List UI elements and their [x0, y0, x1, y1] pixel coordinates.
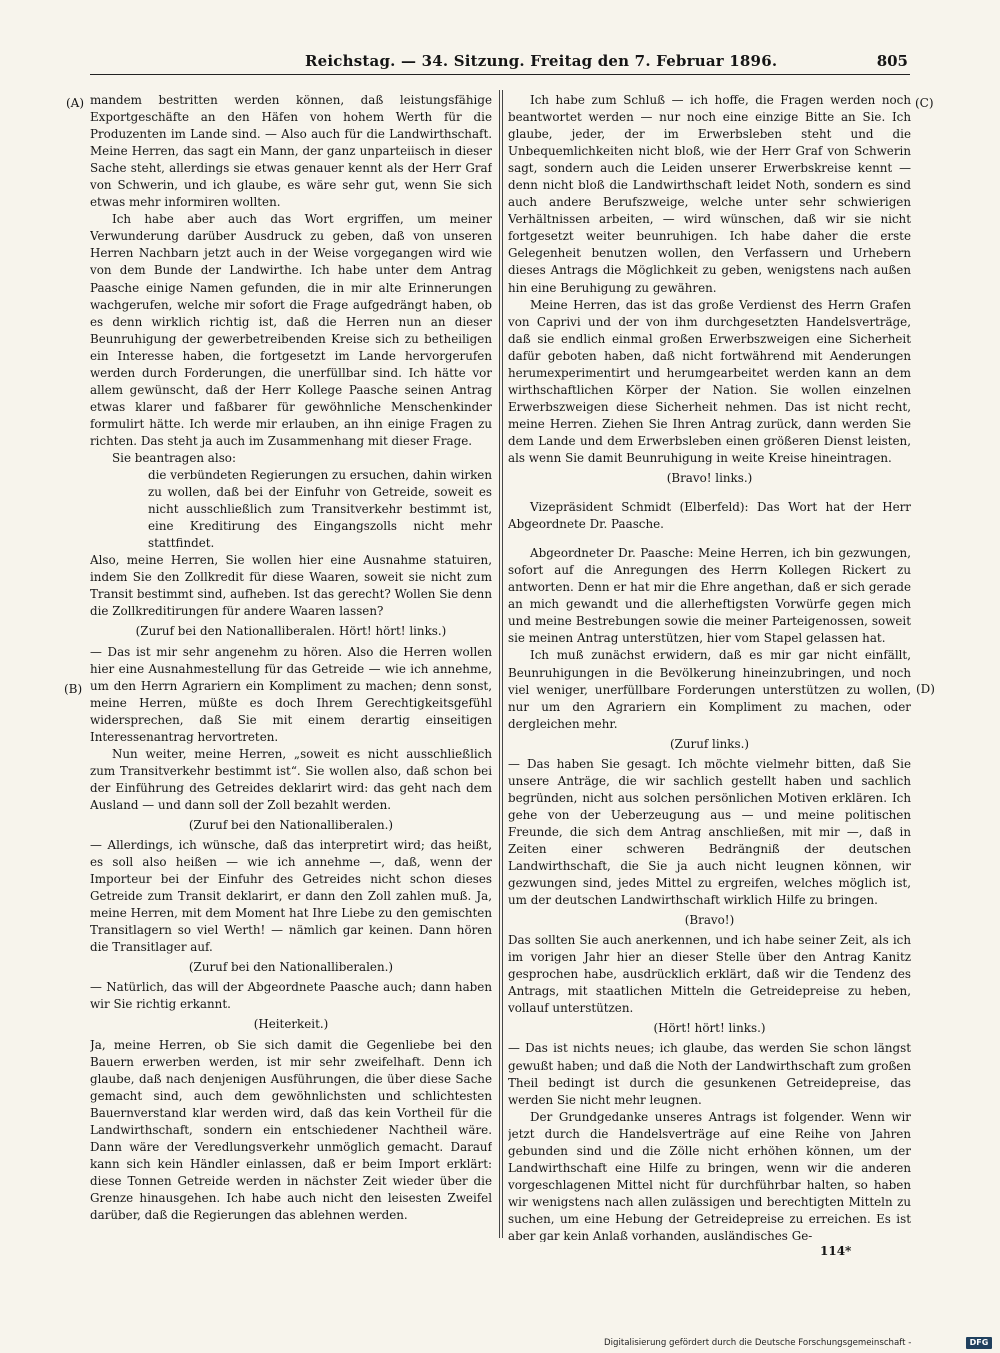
paragraph: Ich muß zunächst erwidern, daß es mir gar nicht einfällt, Beunruhigungen in die Bevölkerung hineinzubringen, und noch viel weniger, unerfüllbare Forderungen unterstützen zu wollen, nur um den Agrariern ein Kompliment zu machen, oder dergleichen mehr. — [508, 648, 911, 731]
page-number: 805 — [876, 52, 908, 70]
paragraph: Also, meine Herren, Sie wollen hier eine Ausnahme statuiren, indem Sie den Zollkredit für diese Waaren, soweit sie nicht zum Transit bestimmt sind, aufheben. Ist das gerecht? Wollen Sie denn die Zollkreditirungen für andere Waaren lassen? — [90, 553, 492, 619]
paragraph: die verbündeten Regierungen zu ersuchen, dahin wirken zu wollen, daß bei der Einfuhr von Getreide, soweit es nicht ausschließlich zum Transitverkehr bestimmt ist, eine Kreditirung des Eingangszolls nicht mehr stattfindet. — [148, 468, 492, 551]
paragraph: — Das ist mir sehr angenehm zu hören. Also die Herren wollen hier eine Ausnahmestellung für das Getreide — wie ich annehme, um den Herrn Agrariern ein Kompliment zu machen; denn sonst, meine Herren, müßte es doch Ihrem Gerechtigkeitsgefühl widersprechen, daß Sie mit einem derartig einseitigen Interessenantrag hervortreten. — [90, 644, 492, 744]
right-text-column — [508, 92, 911, 1242]
dfg-logo: DFG — [966, 1337, 992, 1349]
interjection: (Bravo!) — [684, 913, 735, 928]
margin-marker-c: (C) — [915, 96, 934, 110]
interjection: (Zuruf bei den Nationalliberalen. Hört! hört! links.) — [135, 624, 447, 639]
column-divider — [502, 90, 503, 1238]
paragraph: — Das haben Sie gesagt. Ich möchte vielmehr bitten, daß Sie unsere Anträge, die wir sachlich gestellt haben und sachlich begründen, nicht aus solchen persönlichen Motiven erklären. Ich gehe von der Ueberzeugung aus — und meine politischen Freunde, die sich dem Antrag anschließen, mit mir —, daß in Zeiten einer schweren Bedrängniß der deutschen Landwirthschaft, die Sie ja auch nicht leugnen können, wir gezwungen sind, jedes Mittel zu ergreifen, welches möglich ist, um der deutschen Landwirthschaft wirklich Hilfe zu bringen. — [508, 756, 911, 908]
paragraph: Ja, meine Herren, ob Sie sich damit die Gegenliebe bei den Bauern erwerben werden, ist mir sehr zweifelhaft. Denn ich glaube, daß nach denjenigen Ausführungen, die über diese Sache gemacht sind, auch dem gewöhnlichsten und schlichtesten Bauernverstand klar werden wird, daß das kein Vortheil für die Landwirthschaft, sondern ein entschiedener Nachtheil wäre. Dann wäre der Veredlungsverkehr unmöglich gemacht. Darauf kann sich kein Händler einlassen, daß er beim Import erklärt: diese Tonnen Getreide werden in nächster Zeit wieder über die Grenze hinausgehen. Ich habe auch nicht den leisesten Zweifel darüber, daß die Regierungen das ablehnen werden. — [90, 1037, 492, 1222]
paragraph: mandem bestritten werden können, daß leistungsfähige Exportgeschäfte an den Häfen von hohem Werth für die Produzenten im Lande sind. — Also auch für die Landwirthschaft. Meine Herren, das sagt ein Mann, der ganz unparteiisch in dieser Sache steht, allerdings sie etwas genauer kennt als der Herr Graf von Schwerin, und ich glaube, es wäre sehr gut, wenn Sie sich etwas mehr informiren wollten. — [90, 93, 492, 210]
interjection: (Zuruf links.) — [669, 736, 750, 751]
left-text-column — [90, 92, 492, 1242]
interjection: (Bravo! links.) — [666, 471, 753, 486]
margin-marker-b: (B) — [64, 682, 83, 696]
signature-mark: 114* — [820, 1244, 852, 1258]
page-header — [90, 50, 910, 75]
paragraph: Vizepräsident Schmidt (Elberfeld): Das Wort hat der Herr Abgeordnete Dr. Paasche. — [508, 500, 911, 532]
paragraph: Der Grundgedanke unseres Antrags ist folgender. Wenn wir jetzt durch die Handelsverträge auf eine Reihe von Jahren gebunden sind und die Zölle nicht erhöhen können, um der Landwirthschaft eine Hilfe zu bringen, wenn wir die anderen vorgeschlagenen Mittel nicht für durchführbar halten, so haben wir wenigstens nach allen zulässigen und berechtigten Mitteln zu suchen, um eine Hebung der Getreidepreise zu erreichen. Es ist aber gar kein Anlaß vorhanden, ausländisches Ge- — [508, 1109, 911, 1242]
digitization-credit: Digitalisierung gefördert durch die Deutsche Forschungsgemeinschaft - — [604, 1338, 912, 1348]
interjection: (Zuruf bei den Nationalliberalen.) — [188, 960, 394, 975]
paragraph: Abgeordneter Dr. Paasche: Meine Herren, ich bin gezwungen, sofort auf die Anregungen des Herrn Kollegen Rickert zu antworten. Denn er hat mir die Ehre angethan, daß er sich gerade an mich gewandt und die allerheftigsten Vorwürfe gegen mich und meine Bestrebungen sowie die meiner Parteigenossen, soweit sie meinen Antrag unterstützen, hier vom Stapel gelassen hat. — [508, 546, 911, 646]
paragraph: Sie beantragen also: — [112, 450, 236, 465]
paragraph: Das sollten Sie auch anerkennen, und ich habe seiner Zeit, als ich im vorigen Jahr hier an dieser Stelle über den Antrag Kanitz gesprochen habe, ausdrücklich erklärt, daß wir die Tendenz des Antrags, mit staatlichen Mitteln die Getreidepreise zu heben, vollauf unterstützen. — [508, 933, 911, 1016]
paragraph: Ich habe aber auch das Wort ergriffen, um meiner Verwunderung darüber Ausdruck zu geben, daß von unseren Herren Nachbarn jetzt auch in der Weise vorgegangen wird wie von dem Bunde der Landwirthe. Ich habe unter dem Antrag Paasche einige Namen gefunden, die in mir alte Erinnerungen wachgerufen, welche mir sofort die Frage aufgedrängt haben, ob es denn wirklich richtig ist, daß die Herren nun an dieser Beunruhigung der gewerbetreibenden Kreise sich zu betheiligen ein Interesse haben, die fortgesetzt im Lande hervorgerufen werden durch Forderungen, die unerfüllbar sind. Ich hätte vor allem gewünscht, daß der Herr Kollege Paasche seinen Antrag etwas klarer und faßbarer für gewöhnliche Menschenkinder formulirt hätte. Ich werde mir erlauben, an ihn einige Fragen zu richten. Das steht ja auch im Zusammenhang mit dieser Frage. — [90, 212, 492, 448]
paragraph: — Das ist nichts neues; ich glaube, das werden Sie schon längst gewußt haben; und daß die Noth der Landwirthschaft zum großen Theil bedingt ist durch die gesunkenen Getreidepreise, das werden Sie nicht mehr leugnen. — [508, 1041, 911, 1107]
margin-marker-a: (A) — [66, 96, 85, 110]
interjection: (Heiterkeit.) — [253, 1017, 329, 1032]
interjection: (Zuruf bei den Nationalliberalen.) — [188, 817, 394, 832]
paragraph: Nun weiter, meine Herren, „soweit es nicht ausschließlich zum Transitverkehr bestimmt ist“. Sie wollen also, daß schon bei der Einführung des Getreides deklarirt wird: das geht nach dem Ausland — und dann soll der Zoll bezahlt werden. — [90, 746, 492, 812]
paragraph: — Natürlich, das will der Abgeordnete Paasche auch; dann haben wir Sie richtig erkannt. — [90, 980, 492, 1012]
paragraph: Meine Herren, das ist das große Verdienst des Herrn Grafen von Caprivi und der von ihm durchgesetzten Handelsverträge, daß sie endlich einmal großen Erwerbszweigen eine Sicherheit dafür geboten haben, daß nicht fortwährend mit Aenderungen herumexperimentirt und herumgearbeitet werden kann an dem wirthschaftlichen Körper der Nation. Sie wollen einzelnen Erwerbszweigen diese Sicherheit nehmen. Das ist nicht recht, meine Herren. Ziehen Sie Ihren Antrag zurück, dann werden Sie dem Lande und dem Erwerbsleben einen größeren Dienst leisten, als wenn Sie damit Beunruhigung in weite Kreise hineintragen. — [508, 297, 911, 465]
interjection: (Hört! hört! links.) — [653, 1021, 766, 1036]
running-title: Reichstag. — 34. Sitzung. Freitag den 7. Februar 1896. — [305, 52, 778, 70]
paragraph: Ich habe zum Schluß — ich hoffe, die Fragen werden noch beantwortet werden — nur noch eine einzige Bitte an Sie. Ich glaube, jeder, der im Erwerbsleben steht und die Unbequemlichkeiten nicht bloß, wie der Herr Graf von Schwerin sagt, sondern auch die Leiden unserer Erwerbskreise kennt — denn nicht bloß die Landwirthschaft leidet Noth, sondern es sind auch andere Berufszweige, welche unter sehr schwierigen Verhältnissen arbeiten, — wird wünschen, daß wir sie nicht fortgesetzt weiter beunruhigen. Ich habe daher die erste Gelegenheit benutzen wollen, den Verfassern und Urhebern dieses Antrags die Möglichkeit zu geben, wenigstens nach außen hin eine Beruhigung zu gewähren. — [508, 93, 911, 295]
paragraph: — Allerdings, ich wünsche, daß das interpretirt wird; das heißt, es soll also heißen — wie ich annehme —, daß, wenn der Importeur bei der Einfuhr des Getreides nicht schon dieses Getreide zum Transit deklarirt, er dann den Zoll zahlen muß. Ja, meine Herren, mit dem Moment hat Ihre Liebe zu den gemischten Transitlagern so viel Werth! — nämlich gar keinen. Dann hören die Transitlager auf. — [90, 838, 492, 955]
column-divider — [499, 90, 500, 1238]
margin-marker-d: (D) — [916, 682, 935, 696]
